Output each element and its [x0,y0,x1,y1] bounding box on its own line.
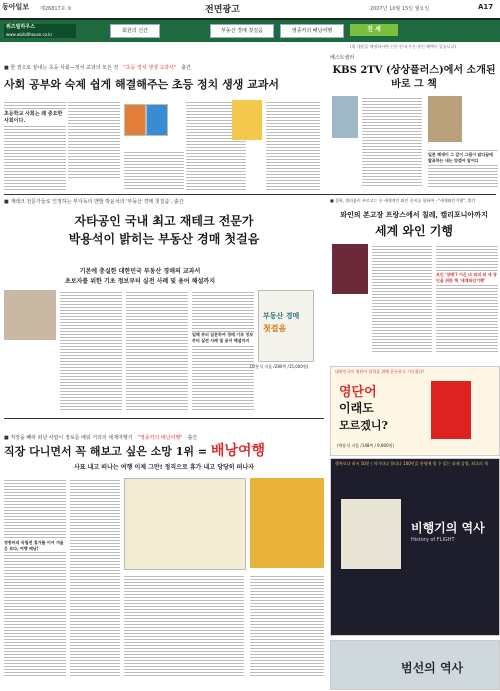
flight-subtitle: History of FLIGHT [411,537,455,543]
article3-tag: ■ 재테크 전문가들로 인정하는 부자독의 맨발 박윤석의 '부동산 경매 첫걸음', 출간 [4,199,184,205]
article1-text-col3 [124,150,184,190]
book-button-3[interactable]: 영종커의 배낭여행 [280,24,344,38]
headline-highlight: 배낭여행 [210,443,266,459]
vocab-ad[interactable] [330,366,500,456]
article4-headline2: 세계 와인 기행 [375,224,453,238]
author-photo [4,290,56,340]
page-number: A17 [478,3,494,11]
publisher-url: www.wizbillhouse.co.kr [6,32,53,37]
book-cover [146,104,168,136]
book-price: (박용석 지음 /280쪽 /15,000원) [250,364,309,369]
vocab-ad-line2: 이래도 [339,401,374,415]
vocab-ad-top: 대한민국이 영단어 잡학을 위해 혼돈하고 기다렸다! [335,369,425,374]
article4-tag: ■ 철학, 열리움이 부르고는 등 세계적인 와인 신비를 향하여 - "세계와인기행", 출간 [330,198,476,203]
book-button-1[interactable]: 회원의 신간 [110,24,160,38]
flight-ad-banner: 행복보다 하지 10분 / 마기라다 합리나 100인을 한명에 될 수 있는 과제 감정, 최초의 책 [335,461,488,466]
article-tag-1 [4,54,324,73]
book-title: 부동산 경매 [263,312,300,320]
vocab-ad-line1: 영단어 [339,385,377,400]
article2-tag: 베스트셀러 [330,55,355,61]
article4-sub: 보인 '장배'? 이은 다 피의 와 세 장인을 위한 책 '세계와인기행' [436,272,497,283]
article1-text-col5 [266,100,320,190]
article3-sub2: 초보자를 위한 기초 정보부터 실전 사례 및 용어 해설까지 [64,278,216,285]
book-cover [332,96,358,138]
article4-text-col1 [372,244,432,354]
article3-box: 일해 부터 입문하여 경매 기초 정보부터 실전 사례 및 용어 해설까지 [192,332,254,343]
article2-text-col1 [362,96,422,188]
itinerary-table [124,478,246,570]
section-divider [4,194,496,195]
book-cover-vocab [431,381,471,439]
book-button-2[interactable]: 부동산 경매 첫걸음 [210,24,274,38]
book-cover-flight [341,499,401,569]
section-title: 전면광고 [205,5,240,15]
book-cover [124,104,146,136]
tag-text: ■ 한 권으로 끝내는 초등 사회—정치 교과의 모든 것 [4,65,119,71]
section-divider [4,418,324,419]
article2-sub: 일본 헤세이 그 같이 그림이 맑다꿈에 발표하는 내는 양겠어 알어디 [428,152,498,164]
flight-title: 비행기의 역사 [411,521,485,535]
article2-block [330,54,495,61]
tag-end: 출간 [187,435,198,441]
tag-end: 출간 [181,65,191,71]
article1-headline: 사회 공부와 숙제 쉽게 해결해주는 초등 정치 생생 교과서 [4,78,280,91]
article6-text-col2 [70,478,120,678]
book-cover-auction [258,290,314,362]
book-cover-wine [332,244,368,294]
article3-sub1: 기본에 충실한 대한민국 부동산 경매의 교과서 [79,268,201,275]
article3-text-col3 [192,290,254,410]
banner-note: (위 내용을 예정하시면 신간 안내·주문·할인 혜택이 있습니다) [350,44,457,49]
tag-text: ■ 직장을 빼라 떠난 사람이 정보를 배워 거리의 세계여행기 [4,435,133,441]
article6-box: 영종커의 독립전 휴가를 이어 겨울은 보다, 여행 배낭! [4,540,66,552]
article6-sub: 사표 내고 떠나는 여행 이제 그만! 정직으로 휴가 내고 당당히 떠나자 [73,464,255,471]
article3-text-col1 [60,290,122,410]
article1-sub: 초등학교 사회는 왜 중요한 사회이다. [4,110,66,124]
publisher-banner [0,20,500,42]
article6-text-col1 [4,478,66,678]
book-label: 첫걸음 [263,324,287,333]
vocab-ad-price: (박용석 지음 /148쪽 / 9,800원) [337,443,395,448]
tag-highlight: "영종커의 배낭여행" [137,435,183,441]
article1-text-col2 [68,100,120,180]
headline-pre: 직장 다니면서 꼭 해보고 싶은 소망 1위 = [4,445,208,458]
cta-button[interactable]: 진 세 [350,24,398,36]
publisher-name: 위즈빌하우스 [6,24,35,30]
book-cover [428,96,462,142]
newspaper-logo: 동아일보 [2,2,30,11]
article6-headline [4,440,324,460]
ship-book-ad[interactable] [330,640,500,690]
article2-headline: KBS 2TV (상상플러스)에서 소개된 바로 그 책 [332,65,496,90]
article3-text-col2 [126,290,188,410]
article4-text-col2 [436,244,498,354]
tag-highlight: "초등 정치 생생 교과서" [123,65,177,71]
vocab-ad-line3: 모르겠니? [339,419,388,432]
ship-title: 범선의 역사 [401,661,464,675]
book-cover-travel [250,478,324,568]
article4-headline1: 와인의 본고장 프랑스에서 칠레, 캘리포니아까지 [340,210,488,219]
publisher-brand [4,24,76,38]
masthead [0,0,500,20]
article3-headline2: 박용석이 밝히는 부동산 경매 첫걸음 [68,232,260,246]
article6-text-col3 [124,574,244,678]
article3-headline1: 자타공인 국내 최고 재테크 전문가 [74,214,254,228]
issue-number: 제26817호 ③ [40,6,72,12]
flight-book-ad[interactable] [330,458,500,636]
book-cover [232,100,262,140]
issue-date: 2007년 10월 15일 월요일 [370,6,430,12]
book-cover-group [124,104,172,144]
article6-text-col4 [250,574,324,678]
